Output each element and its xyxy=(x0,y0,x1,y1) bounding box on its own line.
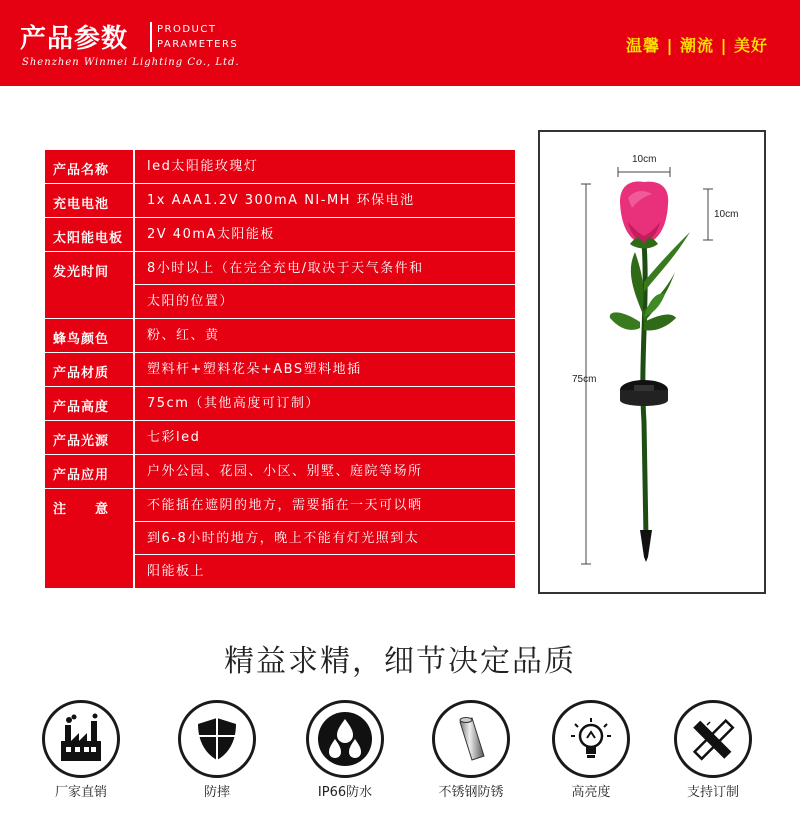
spec-value-line: 不能插在遮阴的地方，需要插在一天可以晒 xyxy=(135,489,515,522)
spec-value xyxy=(135,319,515,352)
rose-lamp-illustration xyxy=(540,132,764,592)
spec-value-line: 阳能板上 xyxy=(147,564,206,579)
company-name: Shenzhen Winmei Lighting Co., Ltd. xyxy=(22,57,240,68)
spec-row xyxy=(45,218,515,252)
dimension-width-label: 10cm xyxy=(632,154,657,165)
title-divider xyxy=(150,22,152,52)
spec-row xyxy=(45,150,515,184)
spec-row xyxy=(45,252,515,319)
english-title xyxy=(157,22,238,52)
spec-value-line: 8小时以上（在完全充电/取决于天气条件和 xyxy=(135,252,515,285)
spec-value xyxy=(135,455,515,488)
spec-value-line: 75cm（其他高度可订制） xyxy=(147,396,320,411)
header-slogan: 温馨 | 潮流 | 美好 xyxy=(626,36,768,55)
steel-tube-icon xyxy=(432,700,510,778)
dimension-height-label: 75cm xyxy=(572,374,597,385)
spec-value xyxy=(135,150,515,183)
feature-label: 厂家直销 xyxy=(54,785,107,800)
spec-row xyxy=(45,184,515,218)
spec-value-line: 2V 40mA太阳能板 xyxy=(147,227,275,242)
spec-label: 发光时间 xyxy=(45,252,135,318)
spec-row xyxy=(45,455,515,489)
spec-row xyxy=(45,319,515,353)
spec-value-line: 1x AAA1.2V 300mA NI-MH 环保电池 xyxy=(147,193,415,208)
spec-table xyxy=(45,150,515,589)
english-title-line1: PRODUCT xyxy=(157,24,217,35)
feature-factory xyxy=(26,700,136,800)
spec-value xyxy=(135,489,515,588)
spec-row xyxy=(45,387,515,421)
spec-value-line: 粉、红、黄 xyxy=(147,328,220,343)
spec-value xyxy=(135,184,515,217)
shield-icon xyxy=(178,700,256,778)
spec-label: 注 意 xyxy=(45,489,135,588)
feature-waterproof xyxy=(290,700,400,800)
dimension-head-label: 10cm xyxy=(714,209,739,220)
spec-value xyxy=(135,252,515,318)
ruler-pencil-icon xyxy=(674,700,752,778)
spec-row xyxy=(45,421,515,455)
spec-value xyxy=(135,421,515,454)
spec-label: 充电电池 xyxy=(45,184,135,217)
feature-label: 高亮度 xyxy=(571,785,611,800)
feature-stainless xyxy=(416,700,526,800)
english-title-line2: PARAMETERS xyxy=(157,39,239,50)
spec-row xyxy=(45,489,515,589)
factory-icon xyxy=(42,700,120,778)
light-bulb-icon xyxy=(552,700,630,778)
spec-value-line: led太阳能玫瑰灯 xyxy=(147,159,259,174)
spec-value-line: 到6-8小时的地方，晚上不能有灯光照到太 xyxy=(135,522,515,555)
quality-tagline: 精益求精，细节决定品质 xyxy=(224,644,576,679)
feature-label: 支持订制 xyxy=(686,785,739,800)
spec-label: 产品材质 xyxy=(45,353,135,386)
product-image-frame xyxy=(538,130,766,594)
feature-label: 防摔 xyxy=(203,785,230,800)
spec-label: 太阳能电板 xyxy=(45,218,135,251)
spec-row xyxy=(45,353,515,387)
spec-label: 产品应用 xyxy=(45,455,135,488)
spec-value-line: 塑料杆+塑料花朵+ABS塑料地插 xyxy=(147,362,362,377)
feature-brightness xyxy=(536,700,646,800)
spec-label: 产品高度 xyxy=(45,387,135,420)
header-banner xyxy=(0,0,800,86)
spec-value-line: 太阳的位置） xyxy=(147,294,235,309)
spec-value-line: 户外公园、花园、小区、别墅、庭院等场所 xyxy=(147,464,423,479)
spec-label: 产品光源 xyxy=(45,421,135,454)
feature-custom xyxy=(658,700,768,800)
spec-value xyxy=(135,387,515,420)
feature-label: IP66防水 xyxy=(317,785,373,800)
page-title: 产品参数 xyxy=(20,24,129,54)
feature-label: 不锈钢防锈 xyxy=(438,785,504,800)
spec-value-line: 七彩led xyxy=(147,430,201,445)
water-drops-icon xyxy=(306,700,384,778)
spec-label: 产品名称 xyxy=(45,150,135,183)
spec-label: 蜂鸟颜色 xyxy=(45,319,135,352)
spec-value xyxy=(135,353,515,386)
feature-shield xyxy=(162,700,272,800)
spec-value xyxy=(135,218,515,251)
